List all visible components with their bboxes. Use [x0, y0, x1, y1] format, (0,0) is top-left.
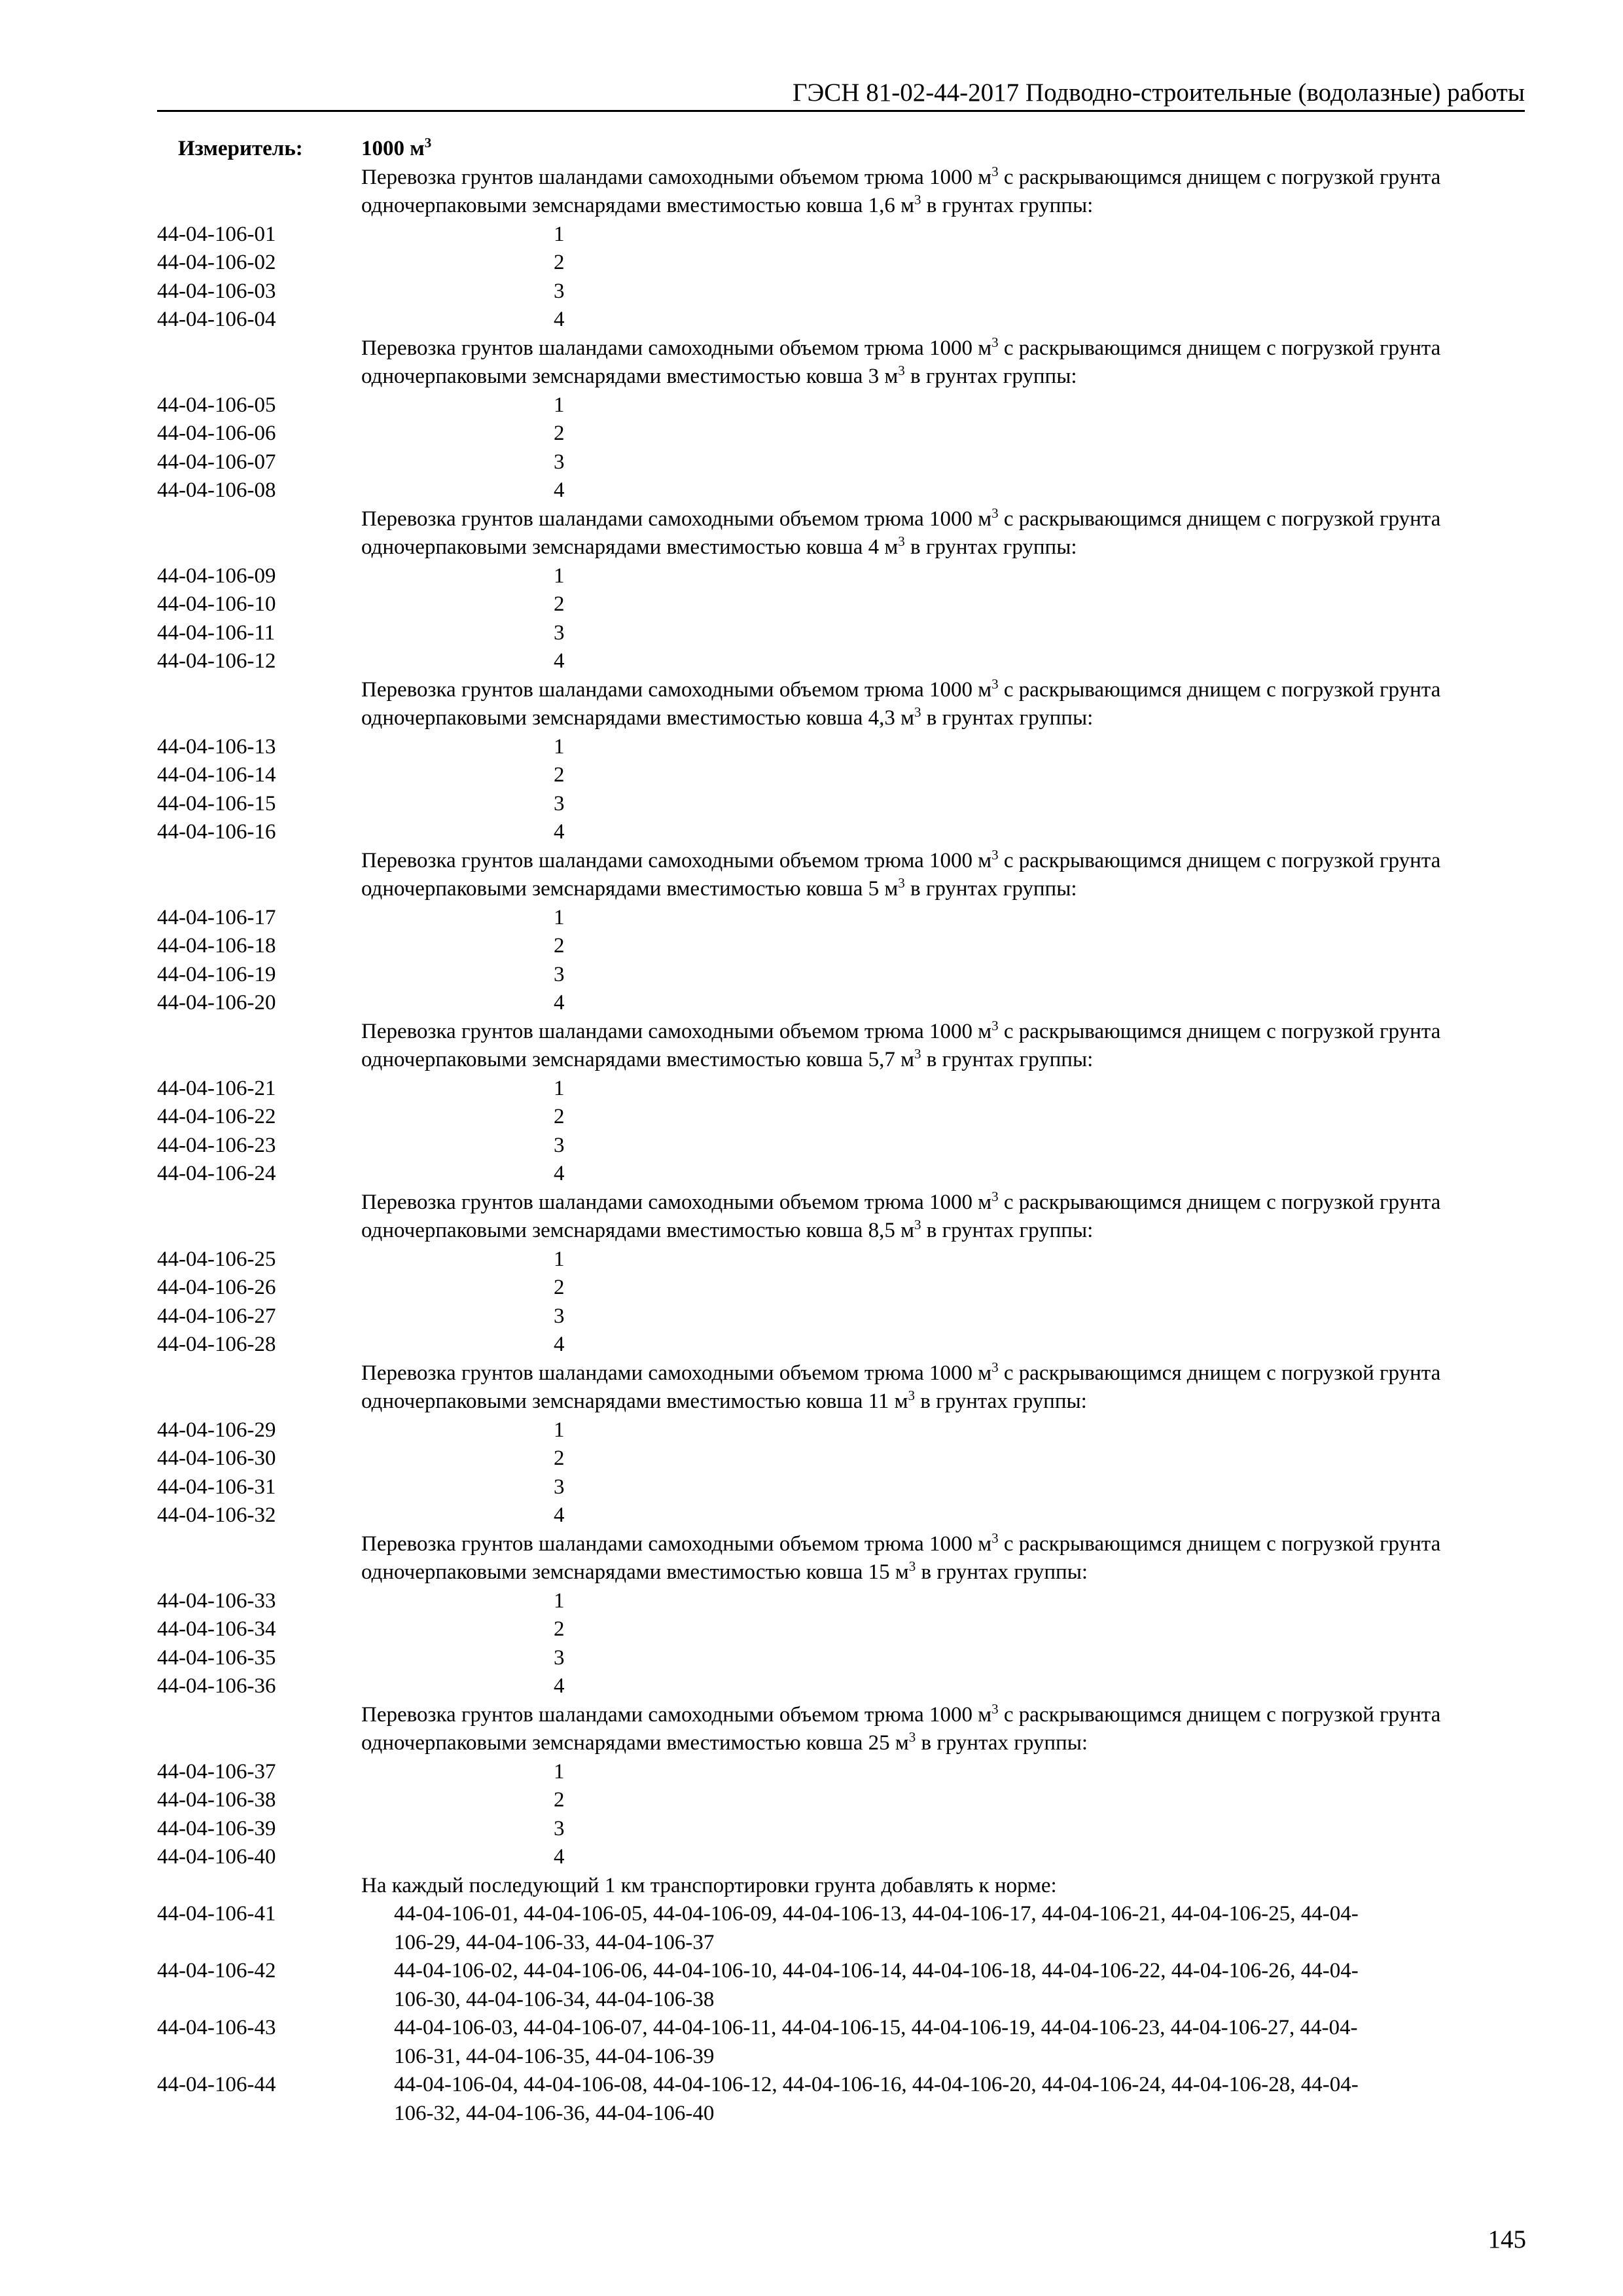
norm-code: 44-04-106-31 [157, 1475, 276, 1499]
description-text: с раскрывающимся днищем с погрузкой грунта одночерпаковыми земснарядами вместимостью ковша 4 м [361, 507, 1441, 559]
norm-code: 44-04-106-40 [157, 1845, 276, 1869]
unit-label: Измеритель: [178, 137, 303, 160]
group-description [361, 847, 1525, 904]
description-text: с раскрывающимся днищем с погрузкой грунта одночерпаковыми земснарядами вместимостью ковша 1,6 м [361, 165, 1441, 217]
superscript-3: 3 [991, 675, 999, 692]
norm-row [157, 1587, 1525, 1616]
norm-code: 44-04-106-39 [157, 1816, 276, 1840]
soil-group-number: 4 [554, 649, 565, 673]
norm-code: 44-04-106-44 [157, 2073, 276, 2096]
group-description-row [157, 1701, 1525, 1758]
norm-code: 44-04-106-18 [157, 934, 276, 958]
soil-group-number: 2 [554, 422, 565, 445]
soil-group-number: 4 [554, 820, 565, 844]
norm-code: 44-04-106-12 [157, 649, 276, 673]
group-description-row [157, 164, 1525, 221]
referenced-norms [394, 2014, 1525, 2071]
norm-code: 44-04-106-36 [157, 1674, 276, 1698]
norm-code: 44-04-106-32 [157, 1503, 276, 1527]
norm-row [157, 1444, 1525, 1473]
soil-group-number: 1 [554, 1076, 565, 1100]
group-description [361, 1189, 1525, 1246]
superscript-3: 3 [908, 1729, 916, 1745]
norm-row [157, 476, 1525, 505]
norm-row [157, 1758, 1525, 1787]
group-description-row [157, 334, 1525, 391]
additional-row [157, 1900, 1525, 1957]
superscript-3: 3 [991, 163, 999, 179]
additional-row [157, 2071, 1525, 2128]
group-description [361, 1359, 1525, 1416]
description-text: Перевозка грунтов шаландами самоходными объемом трюма 1000 м [361, 1702, 992, 1727]
norm-code: 44-04-106-15 [157, 791, 276, 816]
norm-code: 44-04-106-05 [157, 393, 276, 417]
norm-row [157, 1274, 1525, 1302]
superscript-3: 3 [991, 1188, 999, 1204]
soil-group-number: 4 [554, 1333, 565, 1356]
norm-row [157, 590, 1525, 619]
group-description-row [157, 1018, 1525, 1075]
norm-code: 44-04-106-10 [157, 592, 276, 616]
description-text: в грунтах группы: [916, 1560, 1088, 1584]
norm-row [157, 391, 1525, 420]
soil-group-number: 3 [554, 1133, 565, 1157]
norm-code: 44-04-106-09 [157, 564, 276, 588]
norm-row [157, 761, 1525, 790]
norm-row [157, 790, 1525, 819]
norm-row [157, 1302, 1525, 1331]
superscript-3: 3 [914, 1217, 921, 1232]
soil-group-number: 1 [554, 393, 565, 417]
soil-group-number: 2 [554, 1617, 565, 1641]
norm-row [157, 1331, 1525, 1359]
soil-group-number: 1 [554, 1759, 565, 1784]
superscript-3: 3 [898, 363, 905, 378]
norm-row [157, 249, 1525, 278]
norm-code: 44-04-106-26 [157, 1276, 276, 1299]
description-text: с раскрывающимся днищем с погрузкой грунта одночерпаковыми земснарядами вместимостью ковша 4,3 м [361, 677, 1441, 730]
norm-code: 44-04-106-22 [157, 1105, 276, 1128]
superscript-3: 3 [898, 533, 905, 549]
description-text: с раскрывающимся днищем с погрузкой грунта одночерпаковыми земснарядами вместимостью ковша 8,5 м [361, 1190, 1441, 1242]
description-text: Перевозка грунтов шаландами самоходными объемом трюма 1000 м [361, 1532, 992, 1556]
soil-group-number: 2 [554, 1788, 565, 1812]
norm-row [157, 989, 1525, 1018]
norm-row [157, 306, 1525, 334]
soil-group-number: 3 [554, 279, 565, 303]
referenced-norms-line: 106-29, 44-04-106-33, 44-04-106-37 [394, 1930, 715, 1954]
norm-row [157, 733, 1525, 762]
soil-group-number: 3 [554, 1645, 565, 1670]
soil-group-number: 3 [554, 1475, 565, 1499]
group-description-row [157, 1189, 1525, 1246]
additional-note-row [157, 1872, 1525, 1901]
norm-row [157, 1075, 1525, 1103]
norm-row [157, 1103, 1525, 1132]
norm-row [157, 1644, 1525, 1673]
page-header: ГЭСН 81-02-44-2017 Подводно-строительные (водолазные) работы [792, 79, 1525, 107]
norm-code: 44-04-106-25 [157, 1247, 276, 1271]
group-description [361, 676, 1525, 733]
group-description [361, 1018, 1525, 1075]
norm-row [157, 278, 1525, 306]
group-description-row [157, 505, 1525, 562]
group-description-row [157, 676, 1525, 733]
group-description [361, 334, 1525, 391]
norm-code: 44-04-106-38 [157, 1788, 276, 1812]
norm-code: 44-04-106-02 [157, 251, 276, 274]
norm-row [157, 221, 1525, 249]
soil-group-number: 3 [554, 791, 565, 816]
norm-row [157, 619, 1525, 648]
soil-group-number: 3 [554, 620, 565, 645]
norm-row [157, 1786, 1525, 1815]
norm-row [157, 562, 1525, 591]
soil-group-number: 2 [554, 934, 565, 958]
norm-code: 44-04-106-11 [157, 620, 276, 645]
norm-row [157, 1246, 1525, 1274]
description-text: с раскрывающимся днищем с погрузкой грунта одночерпаковыми земснарядами вместимостью ковша 15 м [361, 1532, 1441, 1584]
referenced-norms-line: 44-04-106-03, 44-04-106-07, 44-04-106-11, 44-04-106-15, 44-04-106-19, 44-04-106-23, 44-04-106-27, 44-04- [394, 2016, 1358, 2039]
soil-group-number: 4 [554, 1162, 565, 1185]
norm-code: 44-04-106-14 [157, 763, 276, 787]
soil-group-number: 4 [554, 1503, 565, 1527]
description-text: с раскрывающимся днищем с погрузкой грунта одночерпаковыми земснарядами вместимостью ковша 25 м [361, 1702, 1441, 1755]
description-text: Перевозка грунтов шаландами самоходными объемом трюма 1000 м [361, 677, 992, 702]
norm-code: 44-04-106-01 [157, 222, 276, 246]
norm-row [157, 932, 1525, 961]
norm-code: 44-04-106-30 [157, 1446, 276, 1470]
group-description-row [157, 1359, 1525, 1416]
description-text: Перевозка грунтов шаландами самоходными объемом трюма 1000 м [361, 165, 992, 189]
norm-row [157, 1473, 1525, 1502]
soil-group-number: 1 [554, 564, 565, 588]
norm-code: 44-04-106-33 [157, 1588, 276, 1613]
referenced-norms-line: 106-32, 44-04-106-36, 44-04-106-40 [394, 2101, 715, 2125]
norm-code: 44-04-106-07 [157, 450, 276, 474]
soil-group-number: 1 [554, 1588, 565, 1613]
norm-code: 44-04-106-08 [157, 478, 276, 502]
description-text: с раскрывающимся днищем с погрузкой грунта одночерпаковыми земснарядами вместимостью ковша 3 м [361, 336, 1441, 388]
norm-code: 44-04-106-03 [157, 279, 276, 303]
group-description [361, 164, 1525, 221]
referenced-norms-line: 44-04-106-01, 44-04-106-05, 44-04-106-09, 44-04-106-13, 44-04-106-17, 44-04-106-21, 44-04-106-25, 44-04- [394, 1902, 1359, 1926]
description-text: Перевозка грунтов шаландами самоходными объемом трюма 1000 м [361, 848, 992, 872]
additional-row [157, 1957, 1525, 2014]
norm-row [157, 1416, 1525, 1445]
additional-rows [157, 1900, 1525, 2128]
norm-code: 44-04-106-19 [157, 962, 276, 986]
description-text: с раскрывающимся днищем с погрузкой грунта одночерпаковыми земснарядами вместимостью ковша 5,7 м [361, 1019, 1441, 1071]
norm-code: 44-04-106-37 [157, 1759, 276, 1784]
description-text: в грунтах группы: [915, 1390, 1087, 1413]
superscript-3: 3 [991, 1359, 999, 1375]
soil-group-number: 1 [554, 222, 565, 246]
norm-row [157, 1501, 1525, 1530]
superscript-3: 3 [991, 334, 999, 350]
description-text: с раскрывающимся днищем с погрузкой грунта одночерпаковыми земснарядами вместимостью ковша 11 м [361, 1361, 1441, 1413]
soil-group-number: 2 [554, 1105, 565, 1128]
referenced-norms [394, 1957, 1525, 2014]
description-text: в грунтах группы: [904, 535, 1077, 559]
norm-code: 44-04-106-27 [157, 1304, 276, 1328]
description-text: в грунтах группы: [904, 877, 1077, 901]
norm-code: 44-04-106-20 [157, 991, 276, 1014]
superscript-3: 3 [991, 1700, 999, 1717]
soil-group-number: 4 [554, 308, 565, 331]
norm-row [157, 961, 1525, 990]
soil-group-number: 4 [554, 478, 565, 502]
additional-note: На каждый последующий 1 км транспортировки грунта добавлять к норме: [361, 1873, 1057, 1897]
soil-group-number: 4 [554, 1845, 565, 1869]
description-text: в грунтах группы: [921, 1219, 1094, 1242]
group-description [361, 505, 1525, 562]
superscript-3: 3 [914, 1046, 921, 1062]
referenced-norms-line: 44-04-106-04, 44-04-106-08, 44-04-106-12, 44-04-106-16, 44-04-106-20, 44-04-106-24, 44-04-106-28, 44-04- [394, 2073, 1359, 2096]
soil-group-number: 2 [554, 251, 565, 274]
norm-row [157, 818, 1525, 847]
soil-group-number: 2 [554, 592, 565, 616]
description-text: в грунтах группы: [921, 1048, 1094, 1071]
description-text: в грунтах группы: [921, 194, 1094, 217]
header-rule [157, 110, 1525, 112]
soil-group-number: 2 [554, 1446, 565, 1470]
norm-code: 44-04-106-04 [157, 308, 276, 331]
page-number: 145 [1488, 2225, 1526, 2253]
unit-value: 1000 $м^3$ [361, 135, 432, 160]
norm-code: 44-04-106-24 [157, 1162, 276, 1185]
norm-code: 44-04-106-16 [157, 820, 276, 844]
norm-code: 44-04-106-43 [157, 2016, 276, 2039]
superscript-3: 3 [914, 704, 921, 720]
superscript-3: 3 [991, 505, 999, 521]
norm-code: 44-04-106-34 [157, 1617, 276, 1641]
superscript-3: 3 [914, 192, 921, 207]
soil-group-number: 1 [554, 905, 565, 929]
description-text: Перевозка грунтов шаландами самоходными объемом трюма 1000 м [361, 336, 992, 360]
group-description [361, 1530, 1525, 1587]
norm-code: 44-04-106-29 [157, 1418, 276, 1442]
norm-row [157, 420, 1525, 448]
soil-group-number: 3 [554, 1304, 565, 1328]
superscript-3: 3 [991, 1530, 999, 1546]
norm-row [157, 1132, 1525, 1160]
norm-row [157, 1672, 1525, 1701]
description-text: в грунтах группы: [921, 706, 1094, 730]
description-text: с раскрывающимся днищем с погрузкой грунта одночерпаковыми земснарядами вместимостью ковша 5 м [361, 848, 1441, 901]
description-text: Перевозка грунтов шаландами самоходными объемом трюма 1000 м [361, 1361, 992, 1385]
soil-group-number: 2 [554, 763, 565, 787]
norm-code: 44-04-106-28 [157, 1333, 276, 1356]
norm-row [157, 1615, 1525, 1644]
norm-code: 44-04-106-41 [157, 1902, 276, 1926]
soil-group-number: 2 [554, 1276, 565, 1299]
superscript-3: 3 [908, 1558, 916, 1574]
unit-row [157, 135, 1525, 164]
referenced-norms-line: 44-04-106-02, 44-04-106-06, 44-04-106-10, 44-04-106-14, 44-04-106-18, 44-04-106-22, 44-04-106-26, 44-04- [394, 1959, 1359, 1982]
soil-group-number: 4 [554, 991, 565, 1014]
norm-code: 44-04-106-21 [157, 1076, 276, 1100]
soil-group-number: 4 [554, 1674, 565, 1698]
norm-code: 44-04-106-35 [157, 1645, 276, 1670]
norm-code: 44-04-106-17 [157, 905, 276, 929]
referenced-norms-line: 106-31, 44-04-106-35, 44-04-106-39 [394, 2044, 715, 2068]
norm-code: 44-04-106-06 [157, 422, 276, 445]
group-description-row [157, 1530, 1525, 1587]
soil-group-number: 3 [554, 962, 565, 986]
soil-group-number: 3 [554, 1816, 565, 1840]
superscript-3: 3 [908, 1388, 916, 1403]
description-text: Перевозка грунтов шаландами самоходными объемом трюма 1000 м [361, 1019, 992, 1043]
norm-code: 44-04-106-23 [157, 1133, 276, 1157]
referenced-norms-line: 106-30, 44-04-106-34, 44-04-106-38 [394, 1987, 715, 2011]
description-text: Перевозка грунтов шаландами самоходными объемом трюма 1000 м [361, 507, 992, 531]
soil-group-number: 3 [554, 450, 565, 474]
superscript-3: 3 [898, 875, 905, 891]
referenced-norms [394, 2071, 1525, 2128]
referenced-norms [394, 1900, 1525, 1957]
norm-row [157, 1815, 1525, 1844]
norm-row [157, 904, 1525, 933]
superscript-3: 3 [991, 1017, 999, 1033]
description-text: Перевозка грунтов шаландами самоходными объемом трюма 1000 м [361, 1190, 992, 1214]
norm-code: 44-04-106-13 [157, 734, 276, 759]
soil-group-number: 1 [554, 734, 565, 759]
norm-row [157, 448, 1525, 477]
superscript-3: 3 [991, 846, 999, 863]
soil-group-number: 1 [554, 1247, 565, 1271]
group-description [361, 1701, 1525, 1758]
soil-group-number: 1 [554, 1418, 565, 1442]
additional-row [157, 2014, 1525, 2071]
description-text: в грунтах группы: [904, 365, 1077, 388]
norm-row [157, 1843, 1525, 1872]
document-content [157, 135, 1525, 2128]
norm-row [157, 1160, 1525, 1189]
group-description-row [157, 847, 1525, 904]
norm-code: 44-04-106-42 [157, 1959, 276, 1982]
norm-row [157, 647, 1525, 676]
norm-groups [157, 164, 1525, 1872]
description-text: в грунтах группы: [916, 1731, 1088, 1755]
